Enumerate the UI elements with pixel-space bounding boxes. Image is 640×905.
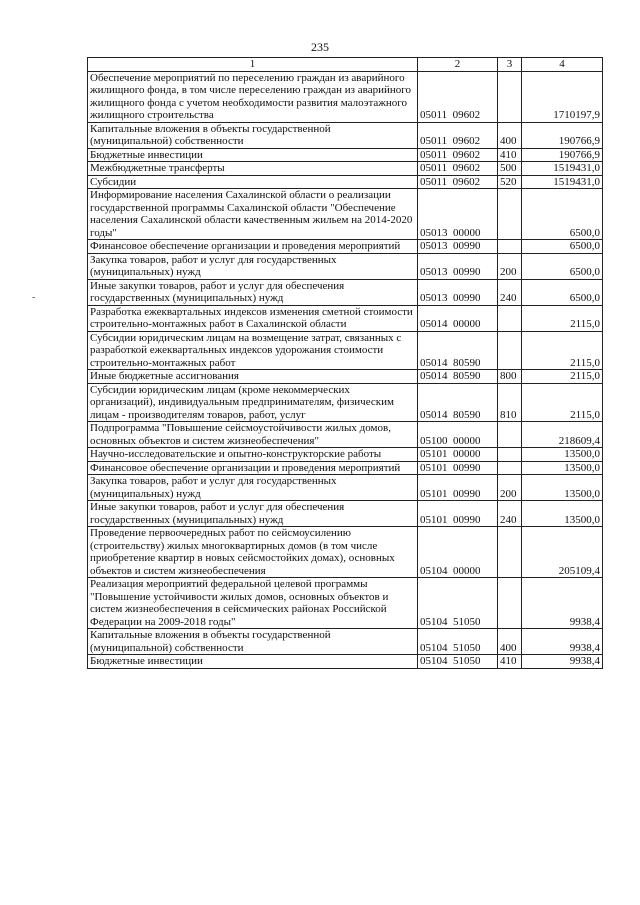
row-type-cell: 400 xyxy=(498,122,522,148)
row-code-cell: 05104 00000 xyxy=(418,527,498,578)
row-amount-cell: 13500,0 xyxy=(522,475,603,501)
table-row xyxy=(88,240,603,254)
table-row xyxy=(88,527,603,578)
row-name-cell: Информирование населения Сахалинской области о реализации государственной программы Сахалинской области "Обеспечение населения Сахалинской области качественным жильем на 2014-2020 годы" xyxy=(88,189,418,240)
row-code-cell: 05101 00990 xyxy=(418,501,498,527)
row-name-cell: Иные закупки товаров, работ и услуг для обеспечения государственных (муниципальных) нужд xyxy=(88,279,418,305)
table-row xyxy=(88,175,603,189)
row-name-cell: Межбюджетные трансферты xyxy=(88,162,418,176)
row-code-cell: 05011 09602 xyxy=(418,71,498,122)
row-code-cell: 05011 09602 xyxy=(418,122,498,148)
row-type-cell xyxy=(498,578,522,629)
row-code-cell: 05011 09602 xyxy=(418,175,498,189)
table-row xyxy=(88,629,603,655)
header-cell: 4 xyxy=(522,58,603,72)
row-type-cell: 200 xyxy=(498,475,522,501)
row-type-cell xyxy=(498,422,522,448)
row-amount-cell: 6500,0 xyxy=(522,253,603,279)
row-amount-cell: 13500,0 xyxy=(522,501,603,527)
table-row xyxy=(88,279,603,305)
header-cell: 2 xyxy=(418,58,498,72)
row-name-cell: Бюджетные инвестиции xyxy=(88,655,418,669)
table-row xyxy=(88,253,603,279)
table-row xyxy=(88,422,603,448)
header-cell: 1 xyxy=(88,58,418,72)
table-row xyxy=(88,122,603,148)
row-amount-cell: 1710197,9 xyxy=(522,71,603,122)
table-row xyxy=(88,148,603,162)
row-code-cell: 05100 00000 xyxy=(418,422,498,448)
row-amount-cell: 6500,0 xyxy=(522,279,603,305)
row-type-cell: 410 xyxy=(498,655,522,669)
row-name-cell: Проведение первоочередных работ по сейсмоусилению (строительству) жилых многоквартирных домов (в том числе приобретение квартир в новых сейсмостойких домах), основных объектов и систем жизнеобеспечения xyxy=(88,527,418,578)
row-amount-cell: 9938,4 xyxy=(522,629,603,655)
table-row xyxy=(88,475,603,501)
row-amount-cell: 1519431,0 xyxy=(522,175,603,189)
row-code-cell: 05011 09602 xyxy=(418,162,498,176)
row-name-cell: Разработка ежеквартальных индексов изменения сметной стоимости строительно-монтажных работ в Сахалинской области xyxy=(88,305,418,331)
row-type-cell: 400 xyxy=(498,629,522,655)
row-code-cell: 05101 00000 xyxy=(418,448,498,462)
margin-mark: - xyxy=(32,292,36,303)
row-code-cell: 05101 00990 xyxy=(418,461,498,475)
row-type-cell xyxy=(498,461,522,475)
row-name-cell: Финансовое обеспечение организации и проведения мероприятий xyxy=(88,461,418,475)
table-row xyxy=(88,71,603,122)
row-code-cell: 05014 00000 xyxy=(418,305,498,331)
row-code-cell: 05104 51050 xyxy=(418,578,498,629)
table-row xyxy=(88,331,603,370)
row-type-cell: 240 xyxy=(498,501,522,527)
row-name-cell: Бюджетные инвестиции xyxy=(88,148,418,162)
table-row xyxy=(88,578,603,629)
row-type-cell xyxy=(498,527,522,578)
row-name-cell: Капитальные вложения в объекты государственной (муниципальной) собственности xyxy=(88,629,418,655)
row-type-cell xyxy=(498,305,522,331)
table-row xyxy=(88,162,603,176)
row-code-cell: 05011 09602 xyxy=(418,148,498,162)
row-type-cell xyxy=(498,71,522,122)
row-amount-cell: 190766,9 xyxy=(522,122,603,148)
table-row xyxy=(88,461,603,475)
row-code-cell: 05104 51050 xyxy=(418,655,498,669)
row-type-cell xyxy=(498,189,522,240)
row-code-cell: 05014 80590 xyxy=(418,370,498,384)
row-name-cell: Обеспечение мероприятий по переселению граждан из аварийного жилищного фонда, в том числе переселению граждан из аварийного жилищного фонда с учетом необходимости развития малоэтажного жилищного строительства xyxy=(88,71,418,122)
row-type-cell: 200 xyxy=(498,253,522,279)
row-code-cell: 05014 80590 xyxy=(418,331,498,370)
row-name-cell: Иные бюджетные ассигнования xyxy=(88,370,418,384)
row-amount-cell: 218609,4 xyxy=(522,422,603,448)
row-amount-cell: 9938,4 xyxy=(522,578,603,629)
row-amount-cell: 9938,4 xyxy=(522,655,603,669)
row-type-cell xyxy=(498,331,522,370)
row-type-cell xyxy=(498,448,522,462)
row-code-cell: 05013 00000 xyxy=(418,189,498,240)
table-row xyxy=(88,305,603,331)
row-name-cell: Иные закупки товаров, работ и услуг для обеспечения государственных (муниципальных) нужд xyxy=(88,501,418,527)
budget-table xyxy=(87,57,603,669)
table-row xyxy=(88,501,603,527)
row-type-cell: 810 xyxy=(498,383,522,422)
row-amount-cell: 190766,9 xyxy=(522,148,603,162)
table-row xyxy=(88,448,603,462)
table-row xyxy=(88,383,603,422)
row-amount-cell: 13500,0 xyxy=(522,461,603,475)
row-name-cell: Закупка товаров, работ и услуг для государственных (муниципальных) нужд xyxy=(88,253,418,279)
row-code-cell: 05013 00990 xyxy=(418,240,498,254)
row-name-cell: Закупка товаров, работ и услуг для государственных (муниципальных) нужд xyxy=(88,475,418,501)
row-type-cell xyxy=(498,240,522,254)
row-code-cell: 05104 51050 xyxy=(418,629,498,655)
header-cell: 3 xyxy=(498,58,522,72)
row-name-cell: Субсидии юридическим лицам на возмещение затрат, связанных с разработкой ежеквартальных индексов удорожания стоимости строительно-монтажных работ xyxy=(88,331,418,370)
row-type-cell: 800 xyxy=(498,370,522,384)
row-code-cell: 05013 00990 xyxy=(418,279,498,305)
row-type-cell: 500 xyxy=(498,162,522,176)
row-type-cell: 410 xyxy=(498,148,522,162)
row-code-cell: 05101 00990 xyxy=(418,475,498,501)
table-row xyxy=(88,655,603,669)
row-name-cell: Реализация мероприятий федеральной целевой программы "Повышение устойчивости жилых домов, основных объектов и систем жизнеобеспечения в сейсмических районах Российской Федерации на 2009-2018 годы" xyxy=(88,578,418,629)
row-amount-cell: 2115,0 xyxy=(522,331,603,370)
row-name-cell: Капитальные вложения в объекты государственной (муниципальной) собственности xyxy=(88,122,418,148)
row-amount-cell: 13500,0 xyxy=(522,448,603,462)
row-name-cell: Субсидии xyxy=(88,175,418,189)
row-type-cell: 520 xyxy=(498,175,522,189)
table-row xyxy=(88,370,603,384)
header-row xyxy=(88,58,603,72)
row-amount-cell: 6500,0 xyxy=(522,240,603,254)
row-amount-cell: 1519431,0 xyxy=(522,162,603,176)
row-amount-cell: 2115,0 xyxy=(522,305,603,331)
row-amount-cell: 2115,0 xyxy=(522,383,603,422)
row-name-cell: Финансовое обеспечение организации и проведения мероприятий xyxy=(88,240,418,254)
row-amount-cell: 2115,0 xyxy=(522,370,603,384)
row-name-cell: Субсидии юридическим лицам (кроме некоммерческих организаций), индивидуальным предпринимателям, физическим лицам - производителям товаров, работ, услуг xyxy=(88,383,418,422)
row-name-cell: Подпрограмма "Повышение сейсмоустойчивости жилых домов, основных объектов и систем жизнеобеспечения" xyxy=(88,422,418,448)
row-amount-cell: 205109,4 xyxy=(522,527,603,578)
page-number: 235 xyxy=(311,40,329,54)
row-code-cell: 05013 00990 xyxy=(418,253,498,279)
row-type-cell: 240 xyxy=(498,279,522,305)
row-amount-cell: 6500,0 xyxy=(522,189,603,240)
row-code-cell: 05014 80590 xyxy=(418,383,498,422)
row-name-cell: Научно-исследовательские и опытно-конструкторские работы xyxy=(88,448,418,462)
table-row xyxy=(88,189,603,240)
